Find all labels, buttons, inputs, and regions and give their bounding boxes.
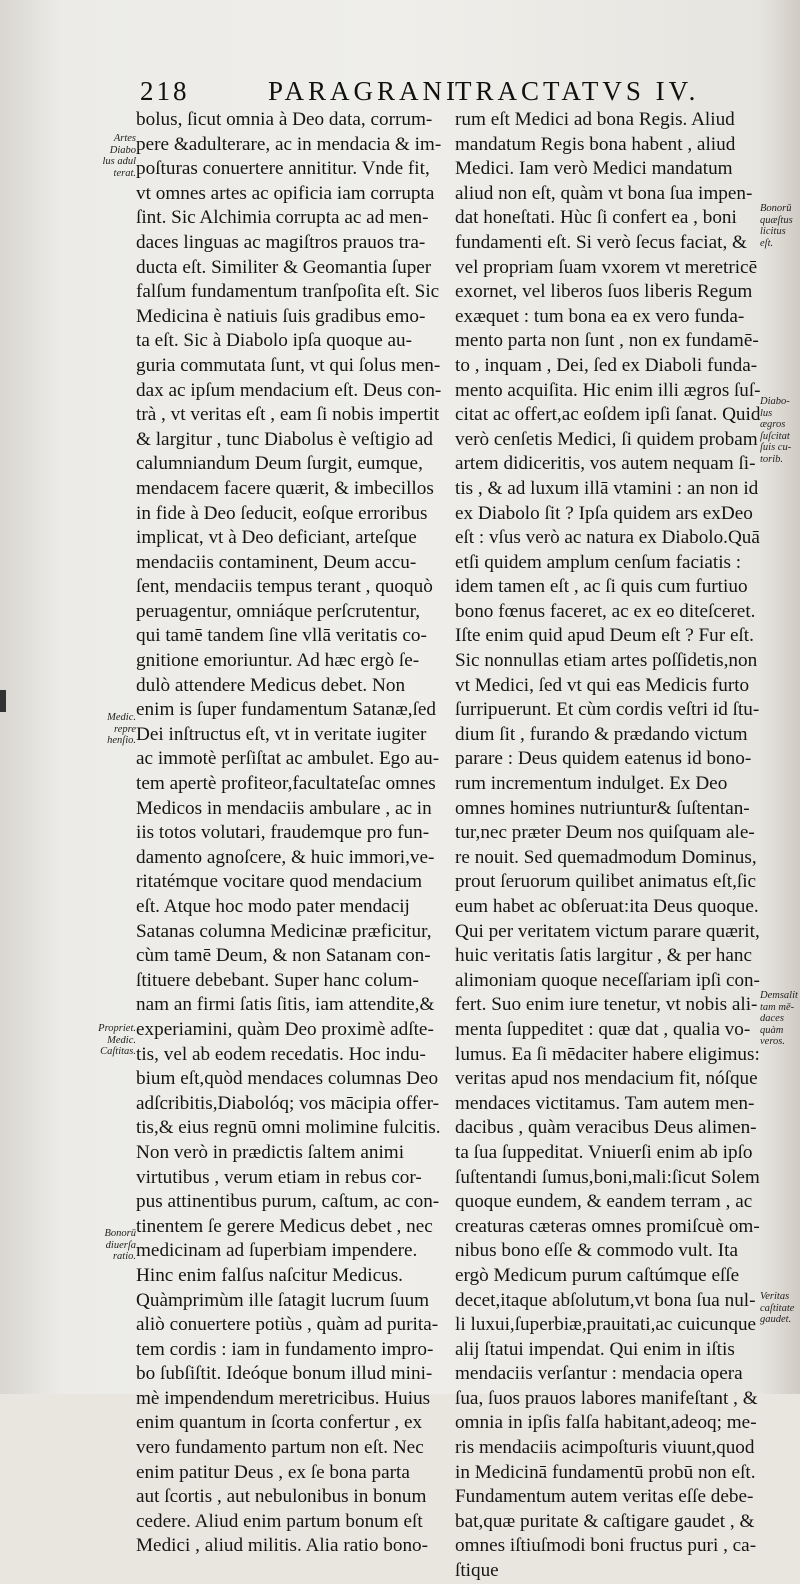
text-line: huic veritatis ſatis largitur , & per hanc (455, 945, 752, 967)
text-line: mendaciis verſantur : mendacia opera (455, 1363, 743, 1385)
text-line: ex Diabolo ſit ? Ipſa quidem ars exDeo (455, 502, 753, 524)
text-line: Non verò in prædictis ſaltem animi (136, 1141, 405, 1163)
text-line: Dei inſtructus eſt, vt in veritate iugiter (136, 723, 427, 745)
text-line: vt omnes artes ac opificia iam corrupta (136, 182, 435, 204)
text-line: Satanas columna Medicinæ præficitur, (136, 920, 432, 942)
text-line: ſint. Sic Alchimia corrupta ac ad men- (136, 207, 429, 229)
margin-note-bonorum-quaestus: Bonorū quæſtus licitus eſt. (760, 203, 793, 249)
margin-note-veritas-castitate: Veritas caſtitate gaudet. (760, 1291, 795, 1325)
text-line: menta ſuppeditet : quæ dat , qualia vo- (455, 1018, 751, 1040)
text-line: prout ſeruorum quilibet animatus eſt,ſic (455, 871, 757, 893)
text-line: damento agnoſcere, & huic immori,ve- (136, 846, 435, 868)
text-line: rum incrementum indulget. Ex Deo (455, 773, 728, 795)
text-line: Medicos in mendaciis ambulare , ac in (136, 797, 432, 819)
text-line: ta ſua ſuppeditat. Vniuerſi enim ab ipſo (455, 1141, 753, 1163)
text-line: cùm tamē Deum, & non Satanam con- (136, 945, 431, 967)
text-line: to , inquam , Dei, ſed ex Diaboli funda- (455, 354, 758, 376)
text-line: alimoniam quoque neceſſariam ipſi con- (455, 969, 760, 991)
text-line: enim quantum in ſcorta confertur , ex (136, 1412, 423, 1434)
text-line: guria commutata ſunt, vt qui ſolus men- (136, 354, 441, 376)
text-line: bono fœnus faceret, ac ex eo diteſceret. (455, 600, 756, 622)
text-line: ac immotè perſiſtat ac ambulet. Ego au- (136, 748, 440, 770)
text-line: fert. Suo enim iure tenetur, vt nobis ali- (455, 994, 758, 1016)
text-line: in Medicinā fundamentū probū non eſt. (455, 1461, 756, 1483)
text-line: ris mendaciis acimpoſturis viuunt,quod (455, 1437, 755, 1459)
text-line: dat honeſtati. Hùc ſi confert ea , boni (455, 207, 737, 229)
text-line: bolus, ſicut omnia à Deo data, corrum- (136, 109, 433, 130)
text-line: daces linguas ac magiſtros prauos tra- (136, 231, 426, 253)
left-text-column (136, 108, 441, 1559)
text-line: vero fundamento partum non eſt. Nec (136, 1437, 424, 1459)
text-line: creaturas cæteras omnes promiſcuè om- (455, 1215, 760, 1237)
text-line: omnes homines nutriuntur& ſuſtentan- (455, 797, 750, 819)
text-line: gnitione emoriuntur. Ad hæc ergò ſe- (136, 650, 420, 672)
text-line: alij ſtatui impendat. Qui enim in iſtis (455, 1338, 735, 1360)
text-line: vt Medici, ſed vt qui eas Medicis furto (455, 674, 750, 696)
text-line: experiamini, quàm Deo proximè adſte- (136, 1018, 434, 1040)
text-line: mendaciis contaminent, Deum accu- (136, 551, 417, 573)
text-line: dium ſit , furando & prædando victum (455, 723, 748, 745)
text-line: mendaces victitamus. Tam autem men- (455, 1092, 755, 1114)
page-header (0, 76, 800, 112)
text-line: eum habet ac obſeruat:ita Deus quoque. (455, 896, 759, 917)
page-number: 218 (140, 76, 190, 106)
margin-note-diabolus-aegros: Diabo- lus ægros ſuſcitat ſuis cu- torib. (760, 396, 792, 465)
text-line: Qui per veritatem victum parare quærit, (455, 920, 760, 942)
text-line: exæquet : tum bona ea ex vero funda- (455, 305, 745, 327)
text-line: ſua, ſuos prauos labores manifeſtant , & (455, 1387, 758, 1409)
text-line: cedere. Aliud enim partum bonum eſt (136, 1510, 423, 1532)
text-line: pus attinentibus purum, caſtum, ac con- (136, 1191, 440, 1213)
margin-note-medici-reprehensio: Medic. repre henſio. (107, 712, 136, 746)
text-line: quoque eundem, & eandem terram , ac (455, 1191, 753, 1213)
text-line: mè impendendum meretricibus. Huius (136, 1387, 431, 1409)
text-line: dulò attendere Medicus debet. Non (136, 674, 406, 696)
text-line: Medici , aliud militis. Alia ratio bono- (136, 1535, 429, 1557)
text-line: parare : Deus quidem eatenus id bono- (455, 748, 752, 770)
text-line: calumniandum Deum ſurgit, eumque, (136, 453, 423, 475)
text-line: tis , & ad luxum illā vtamini : an non id (455, 477, 759, 499)
text-line: dacibus , quàm veracibus Deus alimen- (455, 1117, 757, 1139)
text-line: lumus. Ea ſi mēdaciter habere eligimus: (455, 1043, 760, 1065)
margin-note-demsalit: Demsalit tam mē- daces quàm veros. (760, 990, 798, 1047)
text-line: ſurripuerunt. Et cùm cordis veſtri id ſtu- (455, 699, 760, 721)
text-line: eſt. Atque hoc modo pater mendacij (136, 896, 410, 917)
text-line: decet,itaque abſolutum,vt bona ſua nul- (455, 1289, 756, 1311)
text-line: in fide à Deo ſeducit, eoſque erroribus (136, 502, 428, 524)
text-line: falſum fundamentum tranſpoſita eſt. Sic (136, 281, 440, 303)
binding-mark (0, 690, 6, 712)
text-line: etſi quidem amplum cenſum faciatis : (455, 551, 742, 573)
text-line: enim is ſuper fundamentum Satanæ,ſed (136, 699, 437, 721)
text-line: pere &adulterare, ac in mendacia & im- (136, 133, 442, 155)
text-line: aut ſcortis , aut nebulonibus in bonum (136, 1486, 427, 1508)
text-line: ſtique (455, 1560, 499, 1582)
text-line: aliud non eſt, quàm vt bona ſua impen- (455, 182, 753, 204)
text-line: eſt : vſus verò ac natura ex Diabolo.Quā (455, 527, 760, 549)
text-line: ergò Medicum purum caſtúmque eſſe (455, 1264, 740, 1286)
text-line: bo ſubſiſtit. Ideóque bonum illud mini- (136, 1363, 433, 1385)
text-line: ritatémque vocitare quod mendacium (136, 871, 423, 893)
text-line: ta eſt. Sic à Diabolo ipſa quoque au- (136, 330, 413, 352)
text-line: omnes iſtiuſmodi boni fructus puri , ca- (455, 1535, 757, 1557)
margin-note-artes-diabolus: Artes Diabo lus adul terat. (102, 133, 136, 179)
text-line: artem didiceritis, vos autem nequam ſi- (455, 453, 756, 475)
text-line: ſent, mendaciis tempus terant , quoquò (136, 576, 433, 598)
text-line: mento parta non ſunt , non ex fundamē- (455, 330, 759, 352)
text-line: veritas apud nos mendacium fit, nóſque (455, 1068, 758, 1090)
text-line: rum eſt Medici ad bona Regis. Aliud (455, 109, 735, 130)
text-line: mento acquiſita. Hic enim illi ægros ſuſ- (455, 379, 761, 401)
text-line: qui tamē tandem ſine vllā veritatis co- (136, 625, 427, 647)
text-line: re nouit. Sed quemadmodum Dominus, (455, 846, 757, 868)
text-line: nibus bono eſſe & commodo vult. Ita (455, 1240, 738, 1262)
text-line: tinentem ſe gerere Medicus debet , nec (136, 1215, 433, 1237)
text-line: Iſte enim quid apud Deum eſt ? Fur eſt. (455, 625, 754, 647)
text-line: vel propriam ſuam vxorem vt meretricē (455, 256, 758, 278)
text-line: dax ac ipſum mendacium eſt. Deus con- (136, 379, 442, 401)
text-line: idem tamen eſt , ac ſi quis cum furtiuo (455, 576, 748, 598)
text-line: aliò conuertere potiùs , quàm ad purita- (136, 1314, 439, 1336)
text-line: adſcribitis,Diabolóq; vos mācipia offer- (136, 1092, 439, 1114)
text-line: ſtituere debebant. Super hanc colum- (136, 969, 419, 991)
text-line: exornet, vel liberos ſuos liberis Regum (455, 281, 753, 303)
text-line: verò cenſetis Medici, ſi quidem probam (455, 428, 758, 450)
text-line: Sic nonnullas etiam artes poſſidetis,non (455, 650, 758, 672)
text-line: iis totos volutari, fraudemque pro fun- (136, 822, 430, 844)
text-line: Medicina è natiuis ſuis gradibus emo- (136, 305, 426, 327)
text-line: Hinc enim falſus naſcitur Medicus. (136, 1264, 403, 1286)
text-line: bat,quæ puritate & caſtigare gaudet , & (455, 1510, 755, 1532)
margin-note-bonorum-ratio: Bonorū diuerſa ratio. (104, 1228, 136, 1262)
text-line: medicinam ad ſuperbiam impendere. (136, 1240, 418, 1262)
text-line: tem apertè profiteor,facultateſac omnes (136, 773, 436, 795)
text-line: citat ac offert,ac eoſdem ipſi ſanat. Quid (455, 404, 761, 426)
text-line: Quàmprimùm ille ſatagit lucrum ſuum (136, 1289, 430, 1311)
text-line: poſturas conuertere annititur. Vnde fit, (136, 158, 430, 180)
text-line: li luxui,ſuperbiæ,prauitati,ac cuicunque (455, 1314, 757, 1336)
text-line: mandatum Regis bona habent , aliud (455, 133, 736, 155)
text-line: & largitur , tunc Diabolus è veſtigio ad (136, 428, 433, 450)
text-line: trà , vt veritas eſt , eam ſi nobis impertit (136, 404, 440, 426)
text-line: tis,& eius regnū omni molimine fulcitis. (136, 1117, 441, 1139)
text-line: Fundamentum autem veritas eſſe debe- (455, 1486, 754, 1508)
running-title-left: PARAGRANI (268, 76, 460, 106)
text-line: implicat, vt à Deo deficiant, arteſque (136, 527, 417, 549)
text-line: tis, vel ab eodem recedatis. Hoc indu- (136, 1043, 426, 1065)
running-title-right: TRACTATVS IV. (455, 76, 700, 106)
text-line: tem cordis : iam in fundamento impro- (136, 1338, 434, 1360)
text-line: virtutibus , verum etiam in rebus cor- (136, 1166, 422, 1188)
text-line: ducta eſt. Similiter & Geomantia ſuper (136, 256, 432, 278)
text-line: omnia in ipſis falſa habitant,adeoq; me- (455, 1412, 757, 1434)
text-line: nam an firmi ſatis ſitis, iam attendite,& (136, 994, 435, 1016)
text-line: tur,nec præter Deum nos quiſquam ale- (455, 822, 755, 844)
text-line: peruagentur, omniáque perſcrutentur, (136, 600, 421, 622)
text-line: Medici. Iam verò Medici mandatum (455, 158, 733, 180)
text-line: mendacem facere quærit, & imbecillos (136, 477, 434, 499)
text-line: enim patitur Deus , ex ſe bona parta (136, 1461, 410, 1483)
text-line: fundamenti eſt. Si verò ſecus faciat, & (455, 231, 747, 253)
margin-note-proprietas-medici: Propriet. Medic. Caſtitas. (98, 1023, 136, 1057)
text-line: ſuſtentandi ſumus,boni,mali:ſicut Solem (455, 1166, 760, 1188)
text-line: bium eſt,quòd mendaces columnas Deo (136, 1068, 439, 1090)
right-text-column (455, 108, 760, 1584)
